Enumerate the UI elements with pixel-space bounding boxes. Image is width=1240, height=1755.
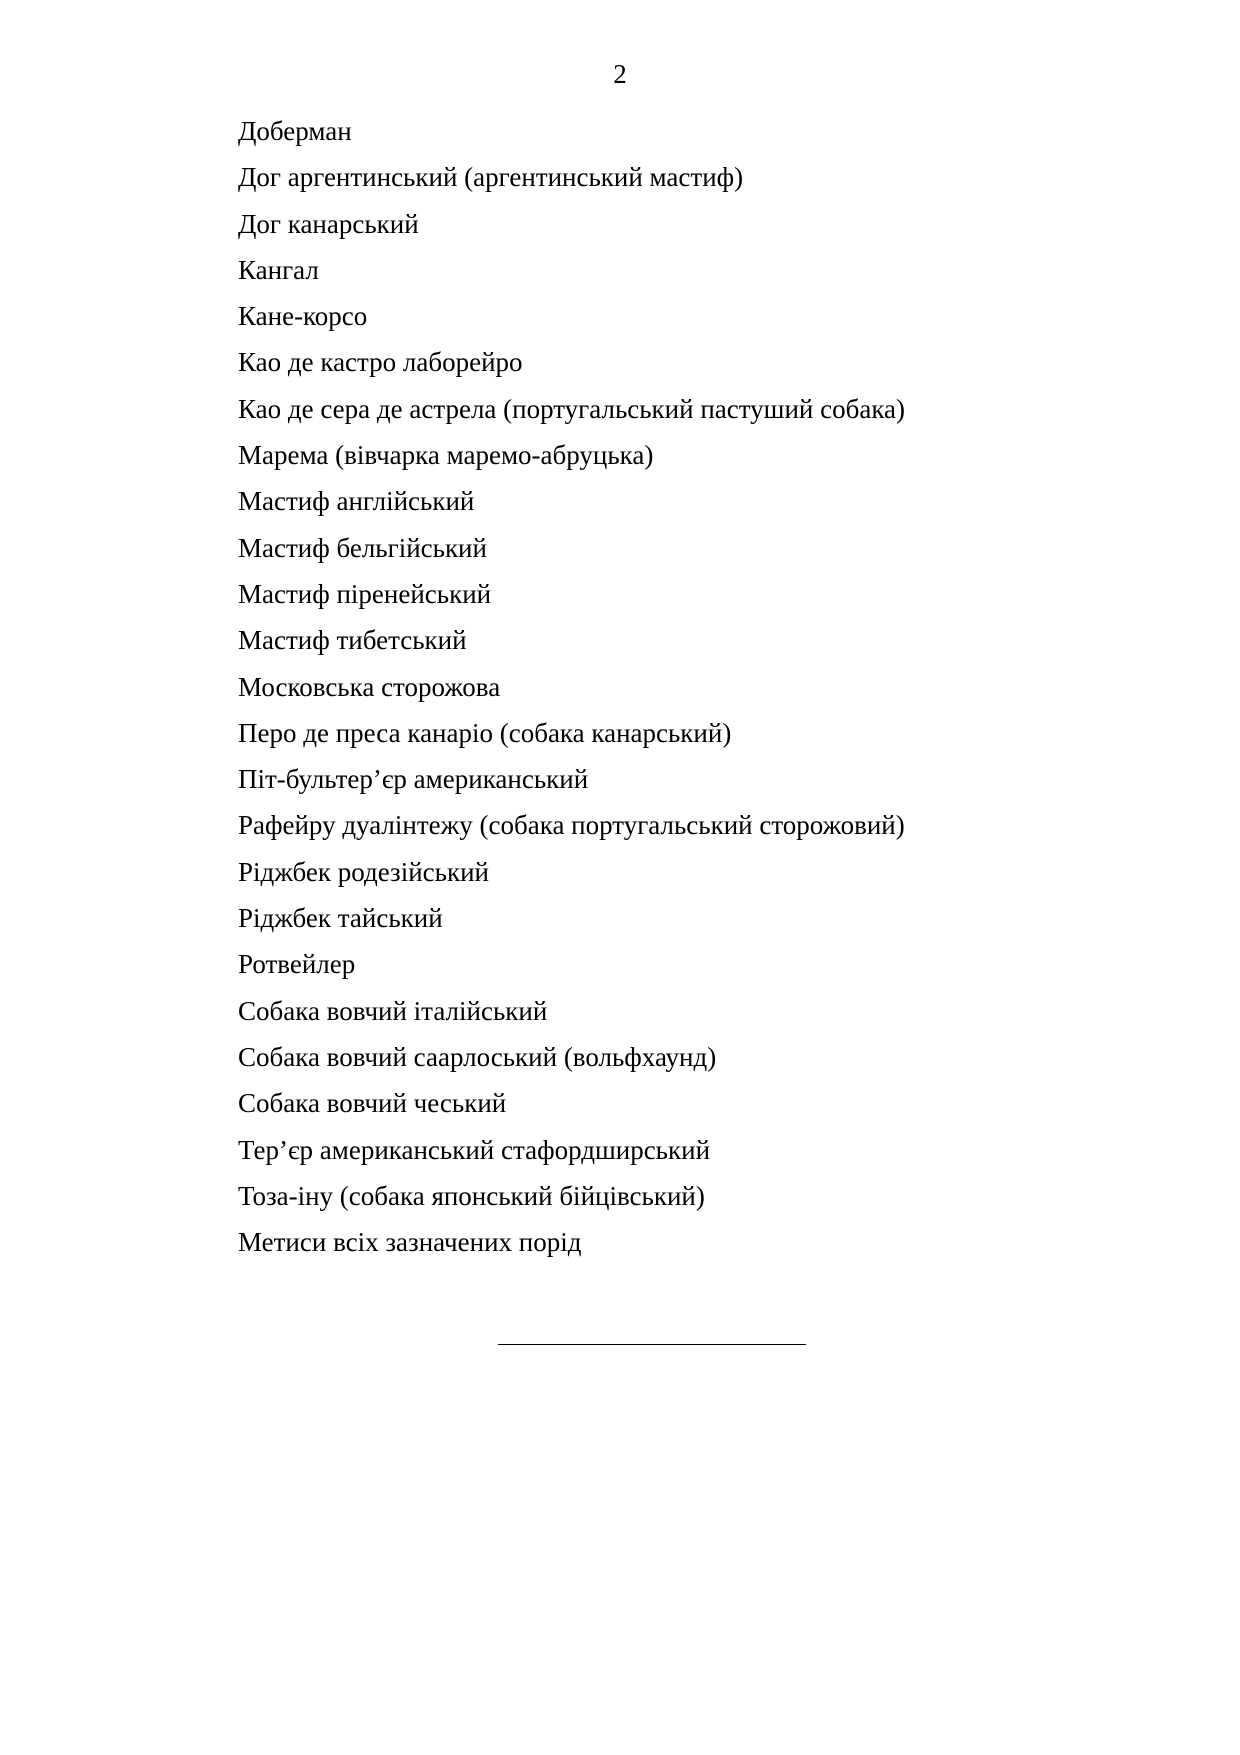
list-item: Ріджбек тайський xyxy=(238,903,443,934)
list-item: Московська сторожова xyxy=(238,671,501,702)
list-item: Дог канарський xyxy=(238,208,419,239)
list-item: Мастиф тибетський xyxy=(238,625,467,656)
list-item: Мастиф піренейський xyxy=(238,578,492,609)
list-item: Кангал xyxy=(238,254,319,285)
list-item: Мастиф бельгійський xyxy=(238,532,487,563)
list-item: Мастиф англійський xyxy=(238,486,475,517)
list-item: Піт-бультер’єр американський xyxy=(238,764,589,795)
breed-list xyxy=(238,115,905,1272)
list-item: Ріджбек родезійський xyxy=(238,856,489,887)
page-number: 2 xyxy=(613,59,627,89)
list-item: Рафейру дуалінтежу (собака португальський сторожовий) xyxy=(238,810,905,841)
list-item: Собака вовчий саарлоський (вольфхаунд) xyxy=(238,1041,717,1072)
list-item: Као де сера де астрела (португальський пастуший собака) xyxy=(238,393,906,424)
list-item: Ротвейлер xyxy=(238,949,356,980)
list-item: Перо де преса канаріо (собака канарський) xyxy=(238,717,732,748)
end-divider xyxy=(498,1344,806,1345)
list-item: Као де кастро лаборейро xyxy=(238,347,523,378)
list-item: Дог аргентинський (аргентинський мастиф) xyxy=(238,162,744,193)
list-item: Тоза-іну (собака японський бійцівський) xyxy=(238,1180,705,1211)
list-item: Собака вовчий італійський xyxy=(238,995,548,1026)
list-item: Собака вовчий чеський xyxy=(238,1088,507,1119)
list-item: Марема (вівчарка маремо-абруцька) xyxy=(238,440,654,471)
list-item: Доберман xyxy=(238,116,352,146)
list-item: Метиси всіх зазначених порід xyxy=(238,1227,582,1258)
list-item: Кане-корсо xyxy=(238,301,368,332)
list-item: Тер’єр американський стафордширський xyxy=(238,1134,711,1165)
